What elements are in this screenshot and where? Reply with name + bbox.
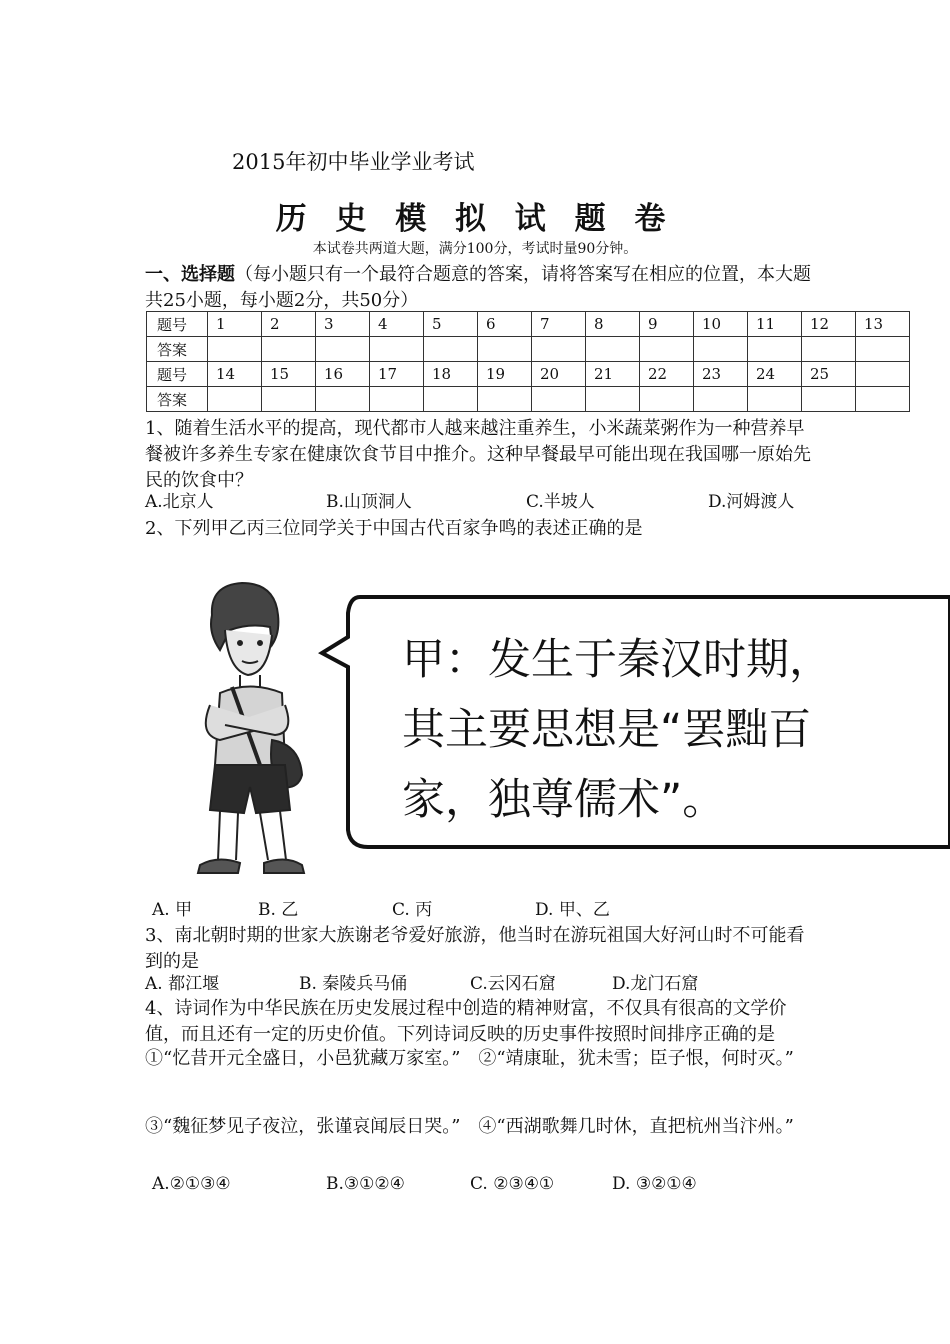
speech-line: 甲：发生于秦汉时期， [402, 635, 832, 685]
q2-option-a[interactable]: A. 甲 [152, 900, 193, 920]
answer-cell[interactable] [640, 337, 694, 362]
table-cell: 19 [478, 362, 532, 387]
answer-cell[interactable] [532, 387, 586, 412]
answer-cell[interactable] [694, 337, 748, 362]
table-cell: 2 [262, 312, 316, 337]
q4-option-a[interactable]: A.②①③④ [152, 1174, 231, 1194]
answer-cell[interactable] [856, 387, 910, 412]
table-cell: 答案 [147, 387, 208, 412]
table-cell: 20 [532, 362, 586, 387]
table-cell: 24 [748, 362, 802, 387]
table-row [147, 312, 910, 337]
q4-option-d[interactable]: D. ③②①④ [612, 1174, 697, 1194]
table-cell: 5 [424, 312, 478, 337]
q2-option-b[interactable]: B. 乙 [258, 900, 299, 920]
table-row [147, 337, 910, 362]
table-cell: 16 [316, 362, 370, 387]
section-heading [145, 262, 815, 314]
table-cell: 15 [262, 362, 316, 387]
table-cell: 8 [586, 312, 640, 337]
answer-cell[interactable] [262, 337, 316, 362]
q1-option-c[interactable]: C.半坡人 [526, 492, 595, 512]
table-cell: 1 [208, 312, 262, 337]
answer-cell[interactable] [694, 387, 748, 412]
answer-table [146, 311, 910, 412]
answer-cell[interactable] [640, 387, 694, 412]
table-cell: 17 [370, 362, 424, 387]
table-cell: 12 [802, 312, 856, 337]
answer-cell[interactable] [802, 387, 856, 412]
q3-option-c[interactable]: C.云冈石窟 [470, 974, 556, 994]
table-cell: 21 [586, 362, 640, 387]
exam-header: 2015年初中毕业学业考试 [232, 150, 475, 174]
table-cell: 18 [424, 362, 478, 387]
answer-cell[interactable] [586, 387, 640, 412]
table-cell: 10 [694, 312, 748, 337]
question-3-text: 3、南北朝时期的世家大族谢老爷爱好旅游，他当时在游玩祖国大好河山时不可能看到的是 [145, 925, 805, 972]
question-4-text: 4、诗词作为中华民族在历史发展过程中创造的精神财富，不仅具有很高的文学价值，而且还有一定的历史价值。下列诗词反映的历史事件按照时间排序正确的是 [145, 998, 787, 1045]
answer-cell[interactable] [424, 337, 478, 362]
section-description: （每小题只有一个最符合题意的答案，请将答案写在相应的位置，本大题共25小题，每小题2分，共50分） [145, 264, 811, 311]
table-row [147, 387, 910, 412]
answer-cell[interactable] [532, 337, 586, 362]
page-title: 历 史 模 拟 试 题 卷 [275, 201, 675, 237]
answer-cell[interactable] [316, 337, 370, 362]
answer-cell[interactable] [370, 337, 424, 362]
section-title: 一、选择题 [145, 264, 235, 285]
q2-option-c[interactable]: C. 丙 [392, 900, 433, 920]
table-cell: 13 [856, 312, 910, 337]
q4-poem-line: ①“忆昔开元全盛日，小邑犹藏万家室。” ②“靖康耻，犹未雪；臣子恨，何时灭。” [145, 1048, 794, 1069]
q3-option-a[interactable]: A. 都江堰 [145, 974, 220, 994]
answer-cell[interactable] [748, 387, 802, 412]
q3-option-d[interactable]: D.龙门石窟 [612, 974, 699, 994]
answer-cell[interactable] [262, 387, 316, 412]
table-cell: 3 [316, 312, 370, 337]
speech-line: 家，独尊儒术”。 [402, 775, 726, 825]
q4-option-c[interactable]: C. ②③④① [470, 1174, 555, 1194]
table-cell: 22 [640, 362, 694, 387]
q1-option-d[interactable]: D.河姆渡人 [708, 492, 795, 512]
answer-cell[interactable] [208, 337, 262, 362]
q4-option-b[interactable]: B.③①②④ [326, 1174, 405, 1194]
answer-cell[interactable] [424, 387, 478, 412]
table-cell: 7 [532, 312, 586, 337]
q3-option-b[interactable]: B. 秦陵兵马俑 [299, 974, 408, 994]
q1-option-a[interactable]: A.北京人 [145, 492, 214, 512]
table-cell: 6 [478, 312, 532, 337]
table-cell: 4 [370, 312, 424, 337]
table-cell: 11 [748, 312, 802, 337]
answer-cell[interactable] [370, 387, 424, 412]
answer-cell[interactable] [478, 337, 532, 362]
answer-cell[interactable] [316, 387, 370, 412]
speech-bubble-text [402, 625, 832, 835]
table-cell: 答案 [147, 337, 208, 362]
answer-cell[interactable] [748, 337, 802, 362]
question-1-text: 1、随着生活水平的提高，现代都市人越来越注重养生，小米蔬菜粥作为一种营养早餐被许多养生专家在健康饮食节目中推介。这种早餐最早可能出现在我国哪一原始先民的饮食中？ [145, 418, 811, 491]
table-cell: 25 [802, 362, 856, 387]
table-cell: 9 [640, 312, 694, 337]
q2-option-d[interactable]: D. 甲、乙 [535, 900, 610, 920]
answer-cell[interactable] [208, 387, 262, 412]
table-row [147, 362, 910, 387]
comic-illustration [190, 575, 950, 890]
table-cell: 14 [208, 362, 262, 387]
q1-option-b[interactable]: B.山顶洞人 [326, 492, 412, 512]
exam-instructions: 本试卷共两道大题，满分100分，考试时量90分钟。 [312, 241, 638, 257]
table-cell: 题号 [147, 312, 208, 337]
answer-cell[interactable] [586, 337, 640, 362]
answer-cell[interactable] [802, 337, 856, 362]
answer-cell[interactable] [478, 387, 532, 412]
speech-line: 其主要思想是“罢黜百 [402, 705, 812, 755]
table-cell: 题号 [147, 362, 208, 387]
table-cell [856, 362, 910, 387]
table-cell: 23 [694, 362, 748, 387]
question-2-text: 2、下列甲乙丙三位同学关于中国古代百家争鸣的表述正确的是 [145, 518, 643, 539]
q4-poem-line: ③“魏征梦见子夜泣，张谨哀闻辰日哭。” ④“西湖歌舞几时休，直把杭州当汴州。” [145, 1116, 794, 1137]
answer-cell[interactable] [856, 337, 910, 362]
